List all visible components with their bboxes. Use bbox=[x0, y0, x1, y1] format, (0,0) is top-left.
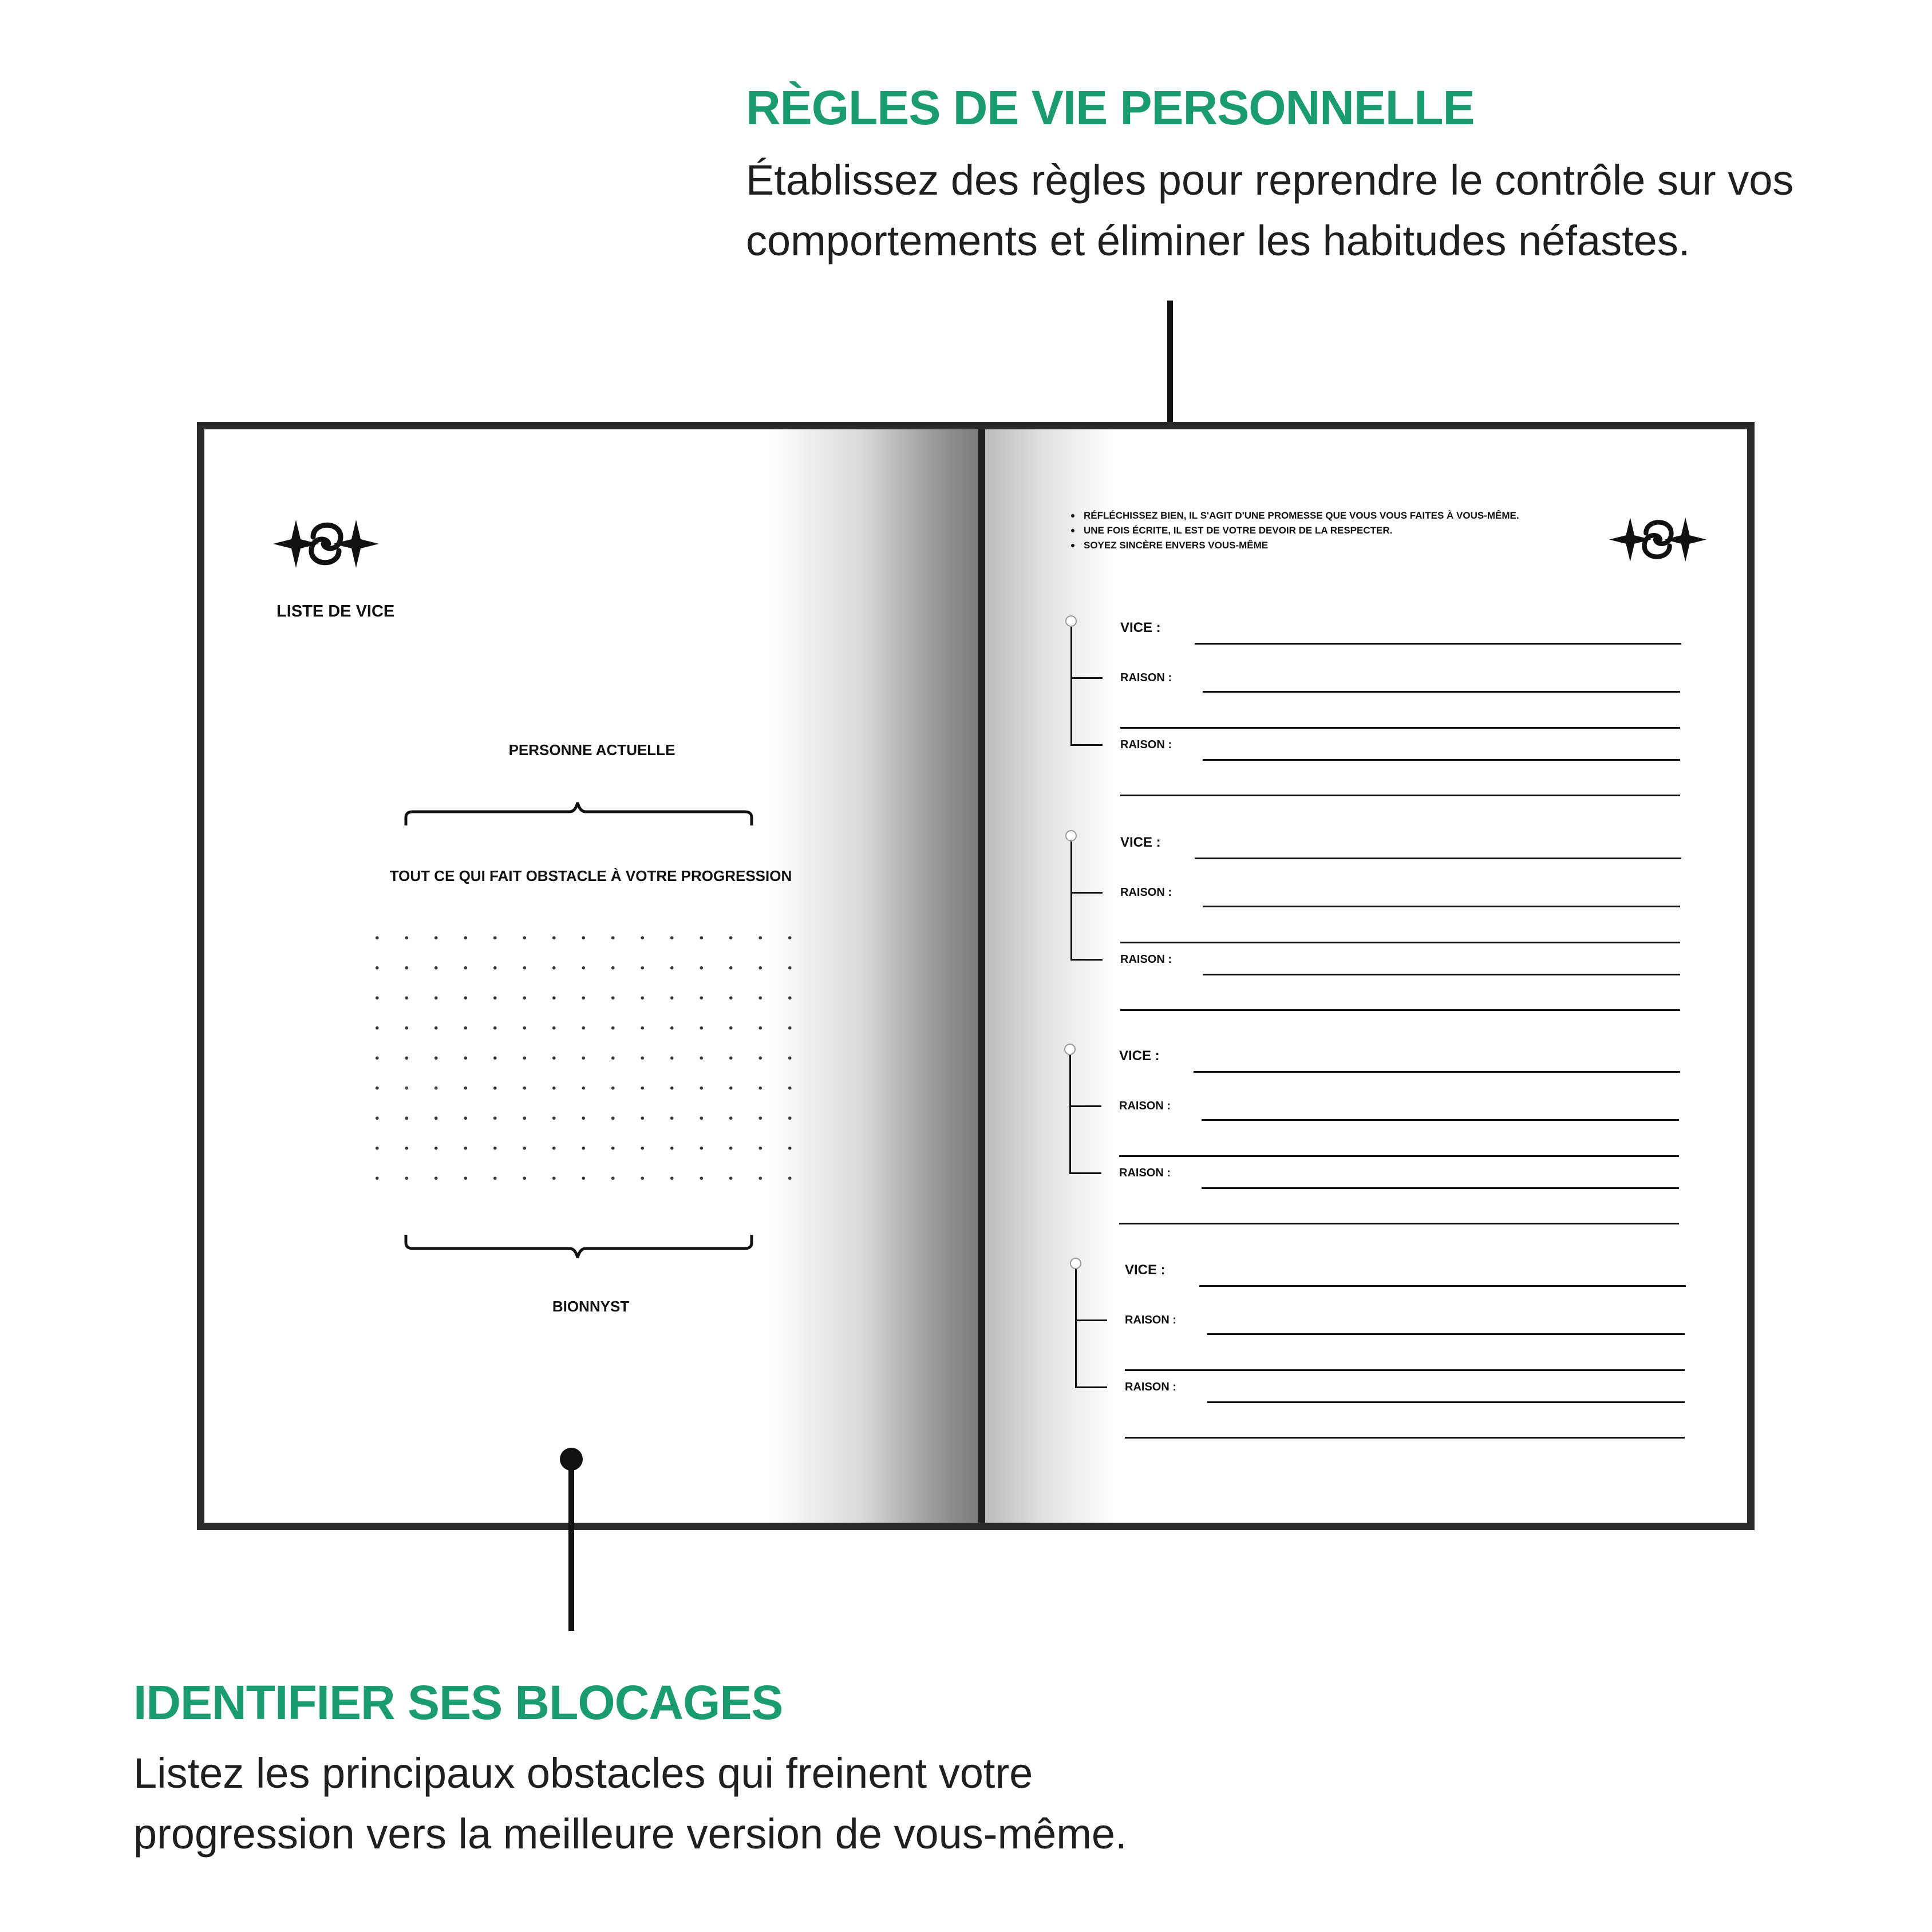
vice-input-line[interactable] bbox=[1199, 1285, 1686, 1287]
vice-input-line[interactable] bbox=[1195, 643, 1681, 645]
vice-entry bbox=[1065, 615, 1718, 810]
callout-description-blocks bbox=[133, 1743, 1127, 1864]
reason-label: RAISON : bbox=[1120, 738, 1172, 751]
tree-branch bbox=[1069, 1172, 1101, 1174]
callout-description-line: Listez les principaux obstacles qui freinent votre bbox=[133, 1749, 1033, 1797]
reason-input-line[interactable] bbox=[1125, 1437, 1685, 1439]
tree-branch bbox=[1075, 1319, 1107, 1321]
reason-label: RAISON : bbox=[1120, 886, 1172, 899]
callout-description-line: comportements et éliminer les habitudes néfastes. bbox=[746, 217, 1690, 264]
section-title: LISTE DE VICE bbox=[276, 602, 395, 621]
reason-label: RAISON : bbox=[1125, 1381, 1176, 1393]
bullet-circle bbox=[1065, 615, 1077, 627]
reason-input-line[interactable] bbox=[1120, 1009, 1680, 1011]
reason-input-line[interactable] bbox=[1207, 1401, 1685, 1403]
reason-input-line[interactable] bbox=[1120, 942, 1680, 943]
instruction-item: SOYEZ SINCÈRE ENVERS VOUS-MÊME bbox=[1071, 538, 1519, 553]
reason-input-line[interactable] bbox=[1120, 727, 1680, 729]
sparkle-link-logo-icon bbox=[273, 509, 379, 578]
vice-input-line[interactable] bbox=[1194, 1071, 1680, 1073]
bullet-circle bbox=[1070, 1258, 1081, 1269]
vice-entry bbox=[1064, 1044, 1717, 1238]
reason-label: RAISON : bbox=[1120, 953, 1172, 966]
left-page bbox=[204, 429, 978, 1523]
reason-label: RAISON : bbox=[1120, 671, 1172, 684]
instruction-item: UNE FOIS ÉCRITE, IL EST DE VOTRE DEVOIR DE LA RESPECTER. bbox=[1071, 523, 1519, 538]
top-brace bbox=[404, 800, 754, 828]
vice-entry bbox=[1065, 830, 1718, 1025]
bottom-brace bbox=[404, 1232, 754, 1260]
callout-connector-bottom bbox=[568, 1459, 574, 1631]
callout-description-rules bbox=[746, 150, 1793, 271]
reason-input-line[interactable] bbox=[1202, 1119, 1679, 1121]
open-planner-book bbox=[197, 422, 1755, 1530]
instruction-item: RÉFLÉCHISSEZ BIEN, IL S'AGIT D'UNE PROMESSE QUE VOUS VOUS FAITES À VOUS-MÊME. bbox=[1071, 508, 1519, 523]
vice-input-line[interactable] bbox=[1195, 858, 1681, 859]
bullet-circle bbox=[1065, 830, 1077, 841]
reason-input-line[interactable] bbox=[1203, 759, 1680, 761]
tree-connector bbox=[1070, 627, 1072, 745]
reason-label: RAISON : bbox=[1125, 1314, 1176, 1326]
reason-label: RAISON : bbox=[1119, 1100, 1171, 1112]
reason-input-line[interactable] bbox=[1203, 906, 1680, 907]
vice-label: VICE : bbox=[1120, 620, 1161, 635]
tree-branch bbox=[1070, 677, 1103, 679]
tree-branch bbox=[1070, 959, 1103, 961]
tree-connector bbox=[1070, 841, 1072, 959]
bullet-circle bbox=[1064, 1044, 1076, 1055]
reason-input-line[interactable] bbox=[1120, 795, 1680, 796]
reason-input-line[interactable] bbox=[1119, 1223, 1679, 1224]
reason-input-line[interactable] bbox=[1203, 691, 1680, 693]
callout-title-rules: RÈGLES DE VIE PERSONNELLE bbox=[746, 81, 1475, 135]
obstacles-label: TOUT CE QUI FAIT OBSTACLE À VOTRE PROGRESSION bbox=[389, 867, 792, 884]
tree-branch bbox=[1070, 892, 1103, 894]
reason-input-line[interactable] bbox=[1203, 974, 1680, 975]
reason-input-line[interactable] bbox=[1119, 1155, 1679, 1157]
tree-branch bbox=[1069, 1105, 1101, 1107]
reason-label: RAISON : bbox=[1119, 1167, 1171, 1179]
vice-label: VICE : bbox=[1120, 835, 1161, 850]
tree-connector bbox=[1069, 1055, 1071, 1173]
right-page bbox=[985, 429, 1747, 1523]
sparkle-link-logo-icon bbox=[1609, 507, 1706, 572]
vice-label: VICE : bbox=[1125, 1262, 1165, 1278]
future-self-label: BIONNYST bbox=[552, 1298, 630, 1315]
callout-title-blocks: IDENTIFIER SES BLOCAGES bbox=[133, 1676, 783, 1729]
book-spine bbox=[978, 429, 985, 1523]
callout-description-line: Établissez des règles pour reprendre le contrôle sur vos bbox=[746, 156, 1794, 204]
reason-input-line[interactable] bbox=[1207, 1333, 1685, 1335]
tree-branch bbox=[1070, 744, 1103, 746]
vice-entry bbox=[1070, 1258, 1722, 1452]
instructions-list bbox=[1071, 508, 1519, 553]
tree-branch bbox=[1075, 1386, 1107, 1388]
dot-grid-writing-area[interactable] bbox=[362, 923, 797, 1186]
reason-input-line[interactable] bbox=[1125, 1369, 1685, 1371]
reason-input-line[interactable] bbox=[1202, 1187, 1679, 1189]
callout-description-line: progression vers la meilleure version de vous-même. bbox=[133, 1810, 1127, 1858]
current-person-label: PERSONNE ACTUELLE bbox=[508, 741, 675, 758]
tree-connector bbox=[1075, 1269, 1077, 1387]
vice-label: VICE : bbox=[1119, 1048, 1160, 1064]
